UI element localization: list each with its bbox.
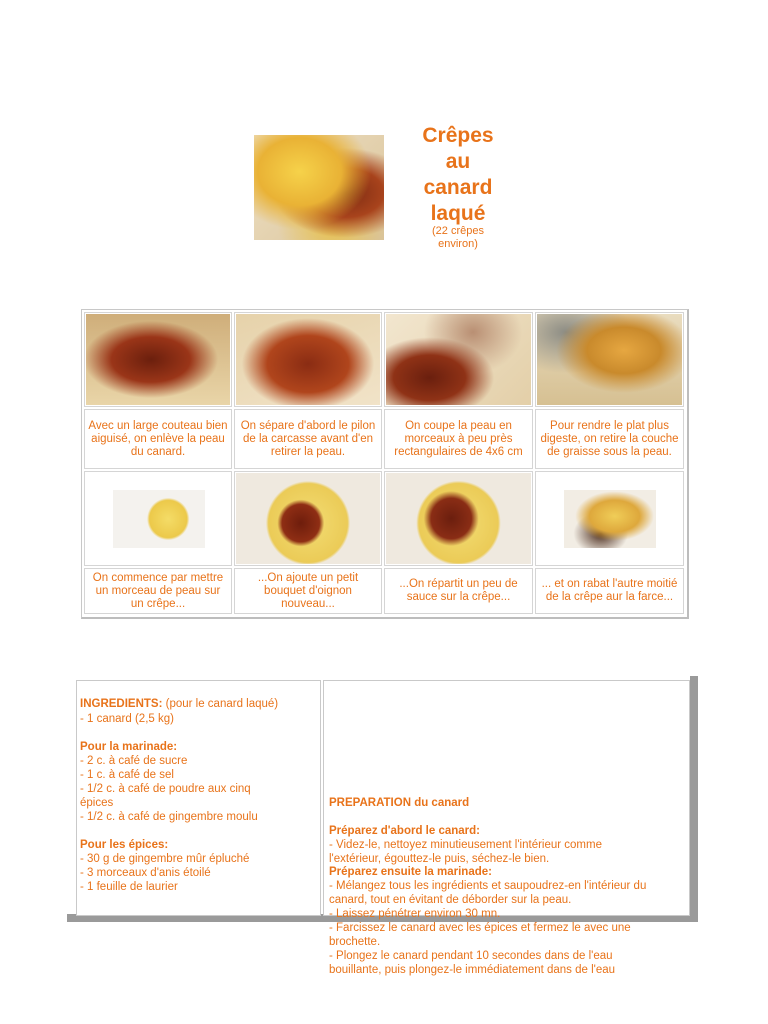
step-photo bbox=[386, 314, 531, 405]
prep-step2-heading: Préparez ensuite la marinade: bbox=[329, 866, 492, 878]
marinade-item: - 1/2 c. à café de poudre aux cinq bbox=[80, 783, 251, 795]
recipe-title-line: au bbox=[445, 150, 471, 173]
prep-line: bouillante, puis plongez-le immédiatement dans de l'eau bbox=[329, 964, 616, 976]
ingredients-title: INGREDIENTS: bbox=[80, 697, 163, 710]
step-photo bbox=[564, 490, 656, 548]
ingredient-duck: - 1 canard (2,5 kg) bbox=[80, 713, 174, 725]
steps-table bbox=[81, 309, 689, 619]
spices-item: - 1 feuille de laurier bbox=[80, 881, 178, 893]
prep-line: brochette. bbox=[329, 936, 381, 948]
step-caption: On commence par mettre un morceau de peau sur un crêpe... bbox=[84, 568, 232, 614]
prep-line: - Videz-le, nettoyez minutieusement l'intérieur comme bbox=[329, 839, 602, 851]
step-caption: ... et on rabat l'autre moitié de la crêpe aur la farce... bbox=[535, 568, 684, 614]
prep-line: - Laissez pénétrer environ 30 mn. bbox=[329, 908, 501, 920]
prep-line: - Mélangez tous les ingrédients et saupoudrez-en l'intérieur du bbox=[329, 880, 647, 892]
recipe-yield-line: environ) bbox=[438, 238, 478, 250]
box-shadow-right bbox=[690, 676, 698, 922]
step-photo-cell bbox=[535, 312, 684, 407]
marinade-item: - 1/2 c. à café de gingembre moulu bbox=[80, 811, 258, 823]
recipe-title bbox=[400, 123, 516, 227]
step-photo bbox=[113, 490, 205, 548]
step-photo-cell bbox=[84, 471, 232, 566]
prep-line: canard, tout en évitant de déborder sur la peau. bbox=[329, 894, 572, 906]
step-photo-cell bbox=[535, 471, 684, 566]
recipe-title-line: canard bbox=[423, 176, 493, 199]
step-photo bbox=[236, 473, 380, 564]
step-caption: On sépare d'abord le pilon de la carcasse avant d'en retirer la peau. bbox=[234, 409, 382, 469]
prep-step1-heading: Préparez d'abord le canard: bbox=[329, 825, 481, 837]
ingredients-heading bbox=[80, 684, 278, 712]
recipe-title-line: laqué bbox=[430, 202, 486, 225]
step-photo bbox=[537, 314, 682, 405]
prep-line: - Plongez le canard pendant 10 secondes dans de l'eau bbox=[329, 950, 613, 962]
step-photo-cell bbox=[234, 312, 382, 407]
step-photo-cell bbox=[384, 312, 533, 407]
spices-heading: Pour les épices: bbox=[80, 839, 169, 851]
marinade-item: épices bbox=[80, 797, 114, 809]
step-caption: Avec un large couteau bien aiguisé, on enlève la peau du canard. bbox=[84, 409, 232, 469]
step-caption: ...On répartit un peu de sauce sur la crêpe... bbox=[384, 568, 533, 614]
prep-line: l'extérieur, égouttez-le puis, séchez-le bien. bbox=[329, 853, 550, 865]
step-caption: Pour rendre le plat plus digeste, on retire la couche de graisse sous la peau. bbox=[535, 409, 684, 469]
step-photo-cell bbox=[84, 312, 232, 407]
spices-item: - 30 g de gingembre mûr épluché bbox=[80, 853, 250, 865]
ingredients-note: (pour le canard laqué) bbox=[162, 697, 279, 710]
step-caption: ...On ajoute un petit bouquet d'oignon nouveau... bbox=[234, 568, 382, 614]
recipe-yield bbox=[400, 225, 516, 251]
preparation-heading: PREPARATION du canard bbox=[329, 797, 470, 809]
recipe-title-line: Crêpes bbox=[422, 124, 494, 147]
step-caption: On coupe la peau en morceaux à peu près rectangulaires de 4x6 cm bbox=[384, 409, 533, 469]
step-photo-cell bbox=[384, 471, 533, 566]
marinade-item: - 1 c. à café de sel bbox=[80, 769, 174, 781]
recipe-yield-line: (22 crêpes bbox=[432, 225, 484, 237]
prep-line: - Farcissez le canard avec les épices et fermez le avec une bbox=[329, 922, 631, 934]
marinade-item: - 2 c. à café de sucre bbox=[80, 755, 188, 767]
step-photo bbox=[386, 473, 531, 564]
hero-photo-crepes bbox=[254, 135, 384, 240]
marinade-heading: Pour la marinade: bbox=[80, 741, 178, 753]
step-photo-cell bbox=[234, 471, 382, 566]
spices-item: - 3 morceaux d'anis étoilé bbox=[80, 867, 211, 879]
step-photo bbox=[236, 314, 380, 405]
step-photo bbox=[86, 314, 230, 405]
